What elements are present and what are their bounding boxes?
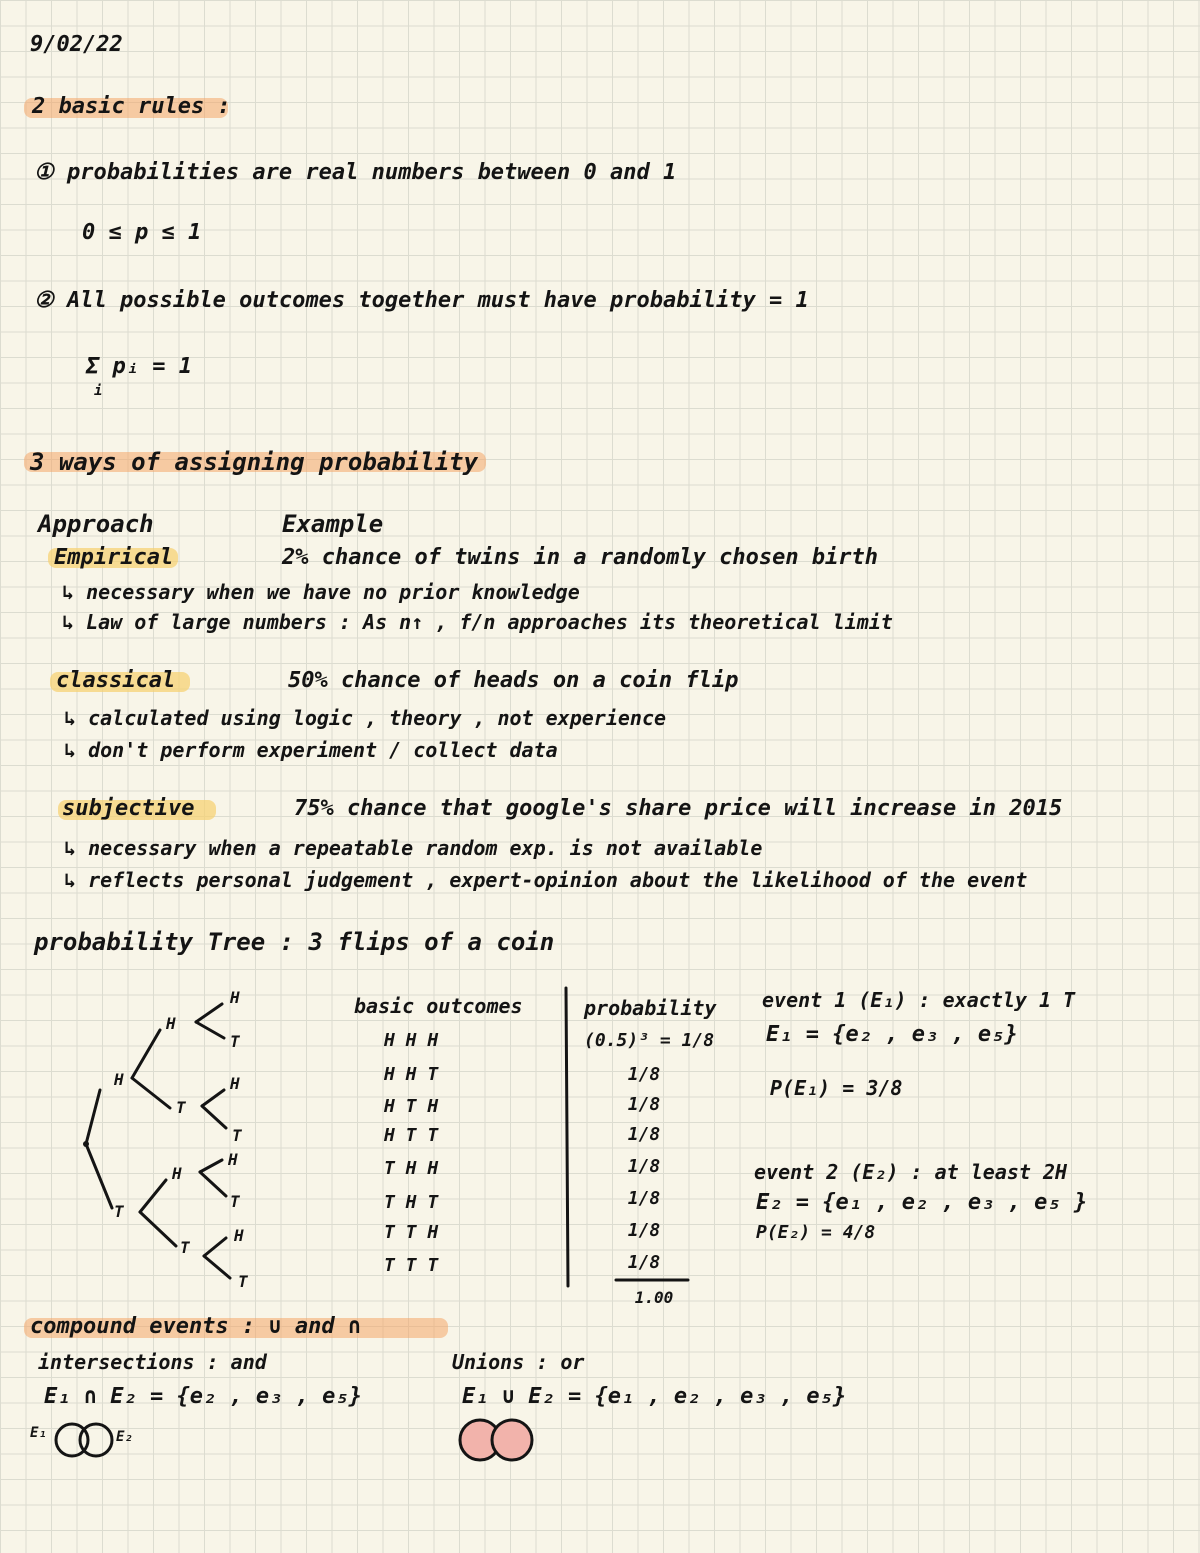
- event-1-title: event 1 (E₁) : exactly 1 T: [762, 988, 1076, 1012]
- classical-note-1: ↳ calculated using logic , theory , not experience: [64, 706, 667, 730]
- rule-2-formula: Σ pᵢ = 1: [86, 354, 192, 379]
- intersection-formula: E₁ ∩ E₂ = {e₂ , e₃ , e₅}: [44, 1384, 362, 1409]
- event-2-set: E₂ = {e₁ , e₂ , e₃ , e₅ }: [756, 1190, 1088, 1215]
- outcome-row: H T H: [384, 1096, 439, 1117]
- tree-label-l3: H: [230, 1074, 240, 1093]
- tree-branch: [204, 1238, 226, 1256]
- table-divider: [566, 988, 568, 1286]
- outcome-row: T H H: [384, 1158, 439, 1179]
- rule-1-formula: 0 ≤ p ≤ 1: [82, 220, 202, 245]
- tree-branch: [86, 1090, 100, 1144]
- column-example: Example: [282, 510, 384, 538]
- event-2-probability: P(E₂) = 4/8: [756, 1222, 876, 1243]
- tree-heading: probability Tree : 3 flips of a coin: [34, 928, 555, 956]
- probability-value: 1/8: [627, 1094, 661, 1115]
- tree-label-l3: T: [232, 1126, 242, 1145]
- page-date: 9/02/22: [30, 32, 123, 57]
- tree-branch: [132, 1078, 170, 1108]
- tree-label-l1: H: [114, 1070, 124, 1089]
- venn-label-right: E₂: [116, 1429, 133, 1445]
- probability-total: 1.00: [634, 1288, 674, 1307]
- outcome-row: T T T: [384, 1255, 439, 1276]
- empirical-note-2: ↳ Law of large numbers : As n↑ , f/n approaches its theoretical limit: [62, 610, 893, 634]
- tree-label-l3: T: [238, 1272, 248, 1291]
- rule-2-index: i: [94, 383, 103, 399]
- probability-value: 1/8: [627, 1124, 661, 1145]
- tree-branch: [132, 1030, 160, 1078]
- tree-branch: [140, 1212, 176, 1246]
- probability-value: (0.5)³ = 1/8: [584, 1030, 715, 1051]
- outcome-row: H H T: [384, 1064, 439, 1085]
- tree-branch: [196, 1022, 224, 1038]
- unions-label: Unions : or: [452, 1350, 585, 1374]
- event-1-set: E₁ = {e₂ , e₃ , e₅}: [766, 1022, 1018, 1047]
- column-approach: Approach: [38, 510, 154, 538]
- basic-rules-heading: 2 basic rules :: [32, 94, 231, 119]
- outcome-row: H T T: [384, 1125, 439, 1146]
- tree-branch: [204, 1256, 230, 1278]
- tree-label-l3: T: [230, 1032, 240, 1051]
- tree-label-l1: T: [114, 1202, 124, 1221]
- tree-branch: [202, 1106, 226, 1128]
- tree-label-l2: T: [180, 1238, 190, 1257]
- probability-header: probability: [584, 996, 717, 1020]
- event-2-title: event 2 (E₂) : at least 2H: [754, 1160, 1068, 1184]
- rule-1: ① probabilities are real numbers between 0 and 1: [34, 160, 677, 185]
- probability-value: 1/8: [627, 1188, 661, 1209]
- tree-branch: [86, 1144, 112, 1208]
- tree-label-l3: T: [230, 1192, 240, 1211]
- empirical-example: 2% chance of twins in a randomly chosen birth: [282, 545, 879, 570]
- empirical-label: Empirical: [54, 545, 174, 570]
- venn-label-left: E₁: [30, 1425, 47, 1441]
- intersection-venn: [56, 1424, 112, 1456]
- subjective-example: 75% chance that google's share price will increase in 2015: [294, 796, 1063, 821]
- tree-label-l3: H: [234, 1226, 244, 1245]
- compound-heading: compound events : ∪ and ∩: [30, 1314, 362, 1339]
- union-venn: [460, 1420, 532, 1460]
- tree-label-l2: H: [172, 1164, 182, 1183]
- classical-label: classical: [56, 668, 176, 693]
- event-1-probability: P(E₁) = 3/8: [770, 1076, 903, 1100]
- probability-value: 1/8: [627, 1220, 661, 1241]
- tree-branch: [140, 1180, 166, 1212]
- classical-note-2: ↳ don't perform experiment / collect data: [64, 738, 558, 762]
- tree-label-l3: H: [230, 988, 240, 1007]
- assigning-heading: 3 ways of assigning probability: [30, 448, 478, 476]
- probability-value: 1/8: [627, 1156, 661, 1177]
- tree-root: [83, 1141, 89, 1147]
- probability-value: 1/8: [627, 1252, 661, 1273]
- empirical-note-1: ↳ necessary when we have no prior knowledge: [62, 580, 580, 604]
- tree-branch: [200, 1160, 222, 1172]
- outcome-row: H H H: [384, 1030, 439, 1051]
- rule-2: ② All possible outcomes together must have probability = 1: [34, 288, 809, 313]
- outcome-row: T T H: [384, 1222, 439, 1243]
- tree-label-l3: H: [228, 1150, 238, 1169]
- tree-label-l2: T: [176, 1098, 186, 1117]
- probability-value: 1/8: [627, 1064, 661, 1085]
- subjective-label: subjective: [62, 796, 195, 821]
- tree-branch: [200, 1172, 226, 1196]
- union-formula: E₁ ∪ E₂ = {e₁ , e₂ , e₃ , e₅}: [462, 1384, 847, 1409]
- intersections-label: intersections : and: [38, 1350, 267, 1374]
- subjective-note-1: ↳ necessary when a repeatable random exp. is not available: [64, 836, 763, 860]
- tree-label-l2: H: [166, 1014, 176, 1033]
- classical-example: 50% chance of heads on a coin flip: [288, 668, 739, 693]
- subjective-note-2: ↳ reflects personal judgement , expert-opinion about the likelihood of the event: [64, 868, 1028, 892]
- tree-branch: [196, 1004, 222, 1022]
- outcome-row: T H T: [384, 1192, 439, 1213]
- tree-branch: [202, 1090, 224, 1106]
- outcomes-header: basic outcomes: [354, 994, 523, 1018]
